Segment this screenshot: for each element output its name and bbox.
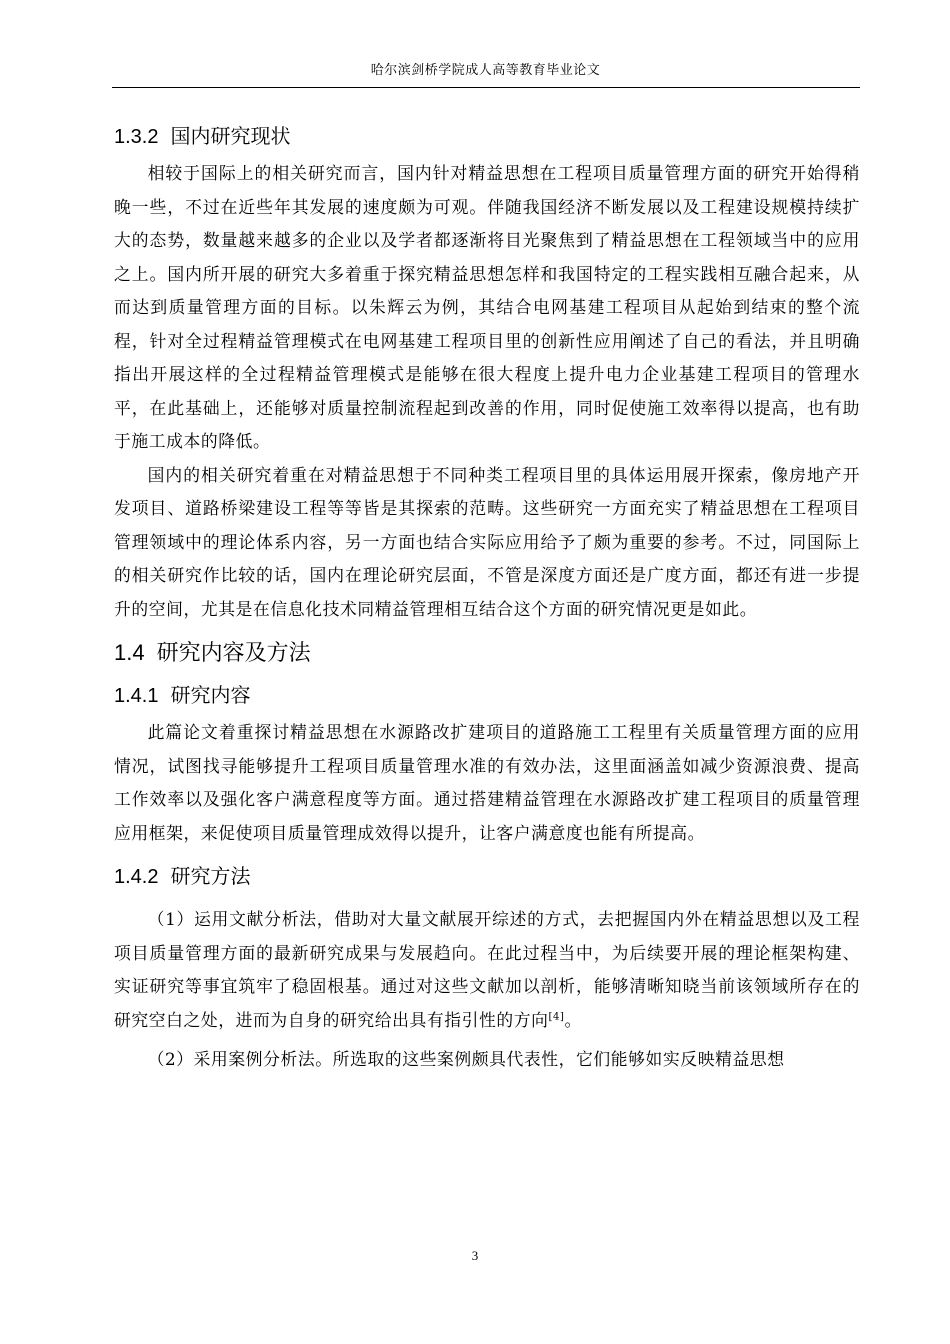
paragraph-end-punct: 。: [564, 1009, 582, 1030]
body-paragraph: 此篇论文着重探讨精益思想在水源路改扩建项目的道路施工工程里有关质量管理方面的应用情况，试图找寻能够提升工程项目质量管理水准的有效办法，这里面涵盖如减少资源浪费、提高工作效率以及强化客户满意程度等方面。通过搭建精益管理在水源路改扩建工程项目的质量管理应用框架，来促使项目质量管理成效得以提升，让客户满意度也能有所提高。: [114, 722, 860, 843]
running-header: 哈尔滨剑桥学院成人高等教育毕业论文: [370, 63, 601, 78]
section-number: 1.4: [114, 640, 145, 665]
section-title: 研究方法: [170, 864, 251, 888]
section-heading-1-3-2: [114, 116, 860, 157]
page-body: [114, 116, 860, 1077]
body-paragraph: 国内的相关研究着重在对精益思想于不同种类工程项目里的具体运用展开探索，像房地产开发项目、道路桥梁建设工程等等皆是其探索的范畴。这些研究一方面充实了精益思想在工程项目管理领域中的理论体系内容，另一方面也结合实际应用给予了颇为重要的参考。不过，同国际上的相关研究作比较的话，国内在理论研究层面，不管是深度方面还是广度方面，都还有进一步提升的空间，尤其是在信息化技术同精益管理相互结合这个方面的研究情况更是如此。: [114, 464, 860, 619]
section-title: 国内研究现状: [170, 124, 291, 148]
paragraph-text: （1）运用文献分析法，借助对大量文献展开综述的方式，去把握国内外在精益思想以及工程项目质量管理方面的最新研究成果与发展趋向。在此过程当中，为后续要开展的理论框架构建、实证研究等事宜筑牢了稳固根基。通过对这些文献加以剖析，能够清晰知晓当前该领域所存在的研究空白之处，进而为自身的研究给出具有指引性的方向: [114, 909, 860, 1030]
section-heading-1-4-2: [114, 856, 860, 897]
section-heading-1-4-1: [114, 675, 860, 716]
header-divider: [112, 87, 860, 88]
section-title: 研究内容及方法: [156, 641, 311, 666]
body-paragraph: （2）采用案例分析法。所选取的这些案例颇具代表性，它们能够如实反映精益思想: [147, 1049, 785, 1069]
citation-reference: [4]: [548, 1010, 565, 1022]
body-paragraph: 相较于国际上的相关研究而言，国内针对精益思想在工程项目质量管理方面的研究开始得稍晚一些，不过在近些年其发展的速度颇为可观。伴随我国经济不断发展以及工程建设规模持续扩大的态势，数量越来越多的企业以及学者都逐渐将目光聚焦到了精益思想在工程领域当中的应用之上。国内所开展的研究大多着重于探究精益思想怎样和我国特定的工程实践相互融合起来，从而达到质量管理方面的目标。以朱辉云为例，其结合电网基建工程项目从起始到结束的整个流程，针对全过程精益管理模式在电网基建工程项目里的创新性应用阐述了自己的看法，并且明确指出开展这样的全过程精益管理模式是能够在很大程度上提升电力企业基建工程项目的管理水平，在此基础上，还能够对质量控制流程起到改善的作用，同时促使施工效率得以提高，也有助于施工成本的降低。: [114, 163, 860, 451]
section-number: 1.4.1: [114, 685, 159, 707]
section-heading-1-4: [114, 632, 860, 675]
section-number: 1.3.2: [114, 126, 159, 148]
page-number: 3: [471, 1248, 479, 1263]
section-number: 1.4.2: [114, 866, 159, 888]
section-title: 研究内容: [170, 683, 251, 707]
body-paragraph: [114, 903, 860, 1037]
